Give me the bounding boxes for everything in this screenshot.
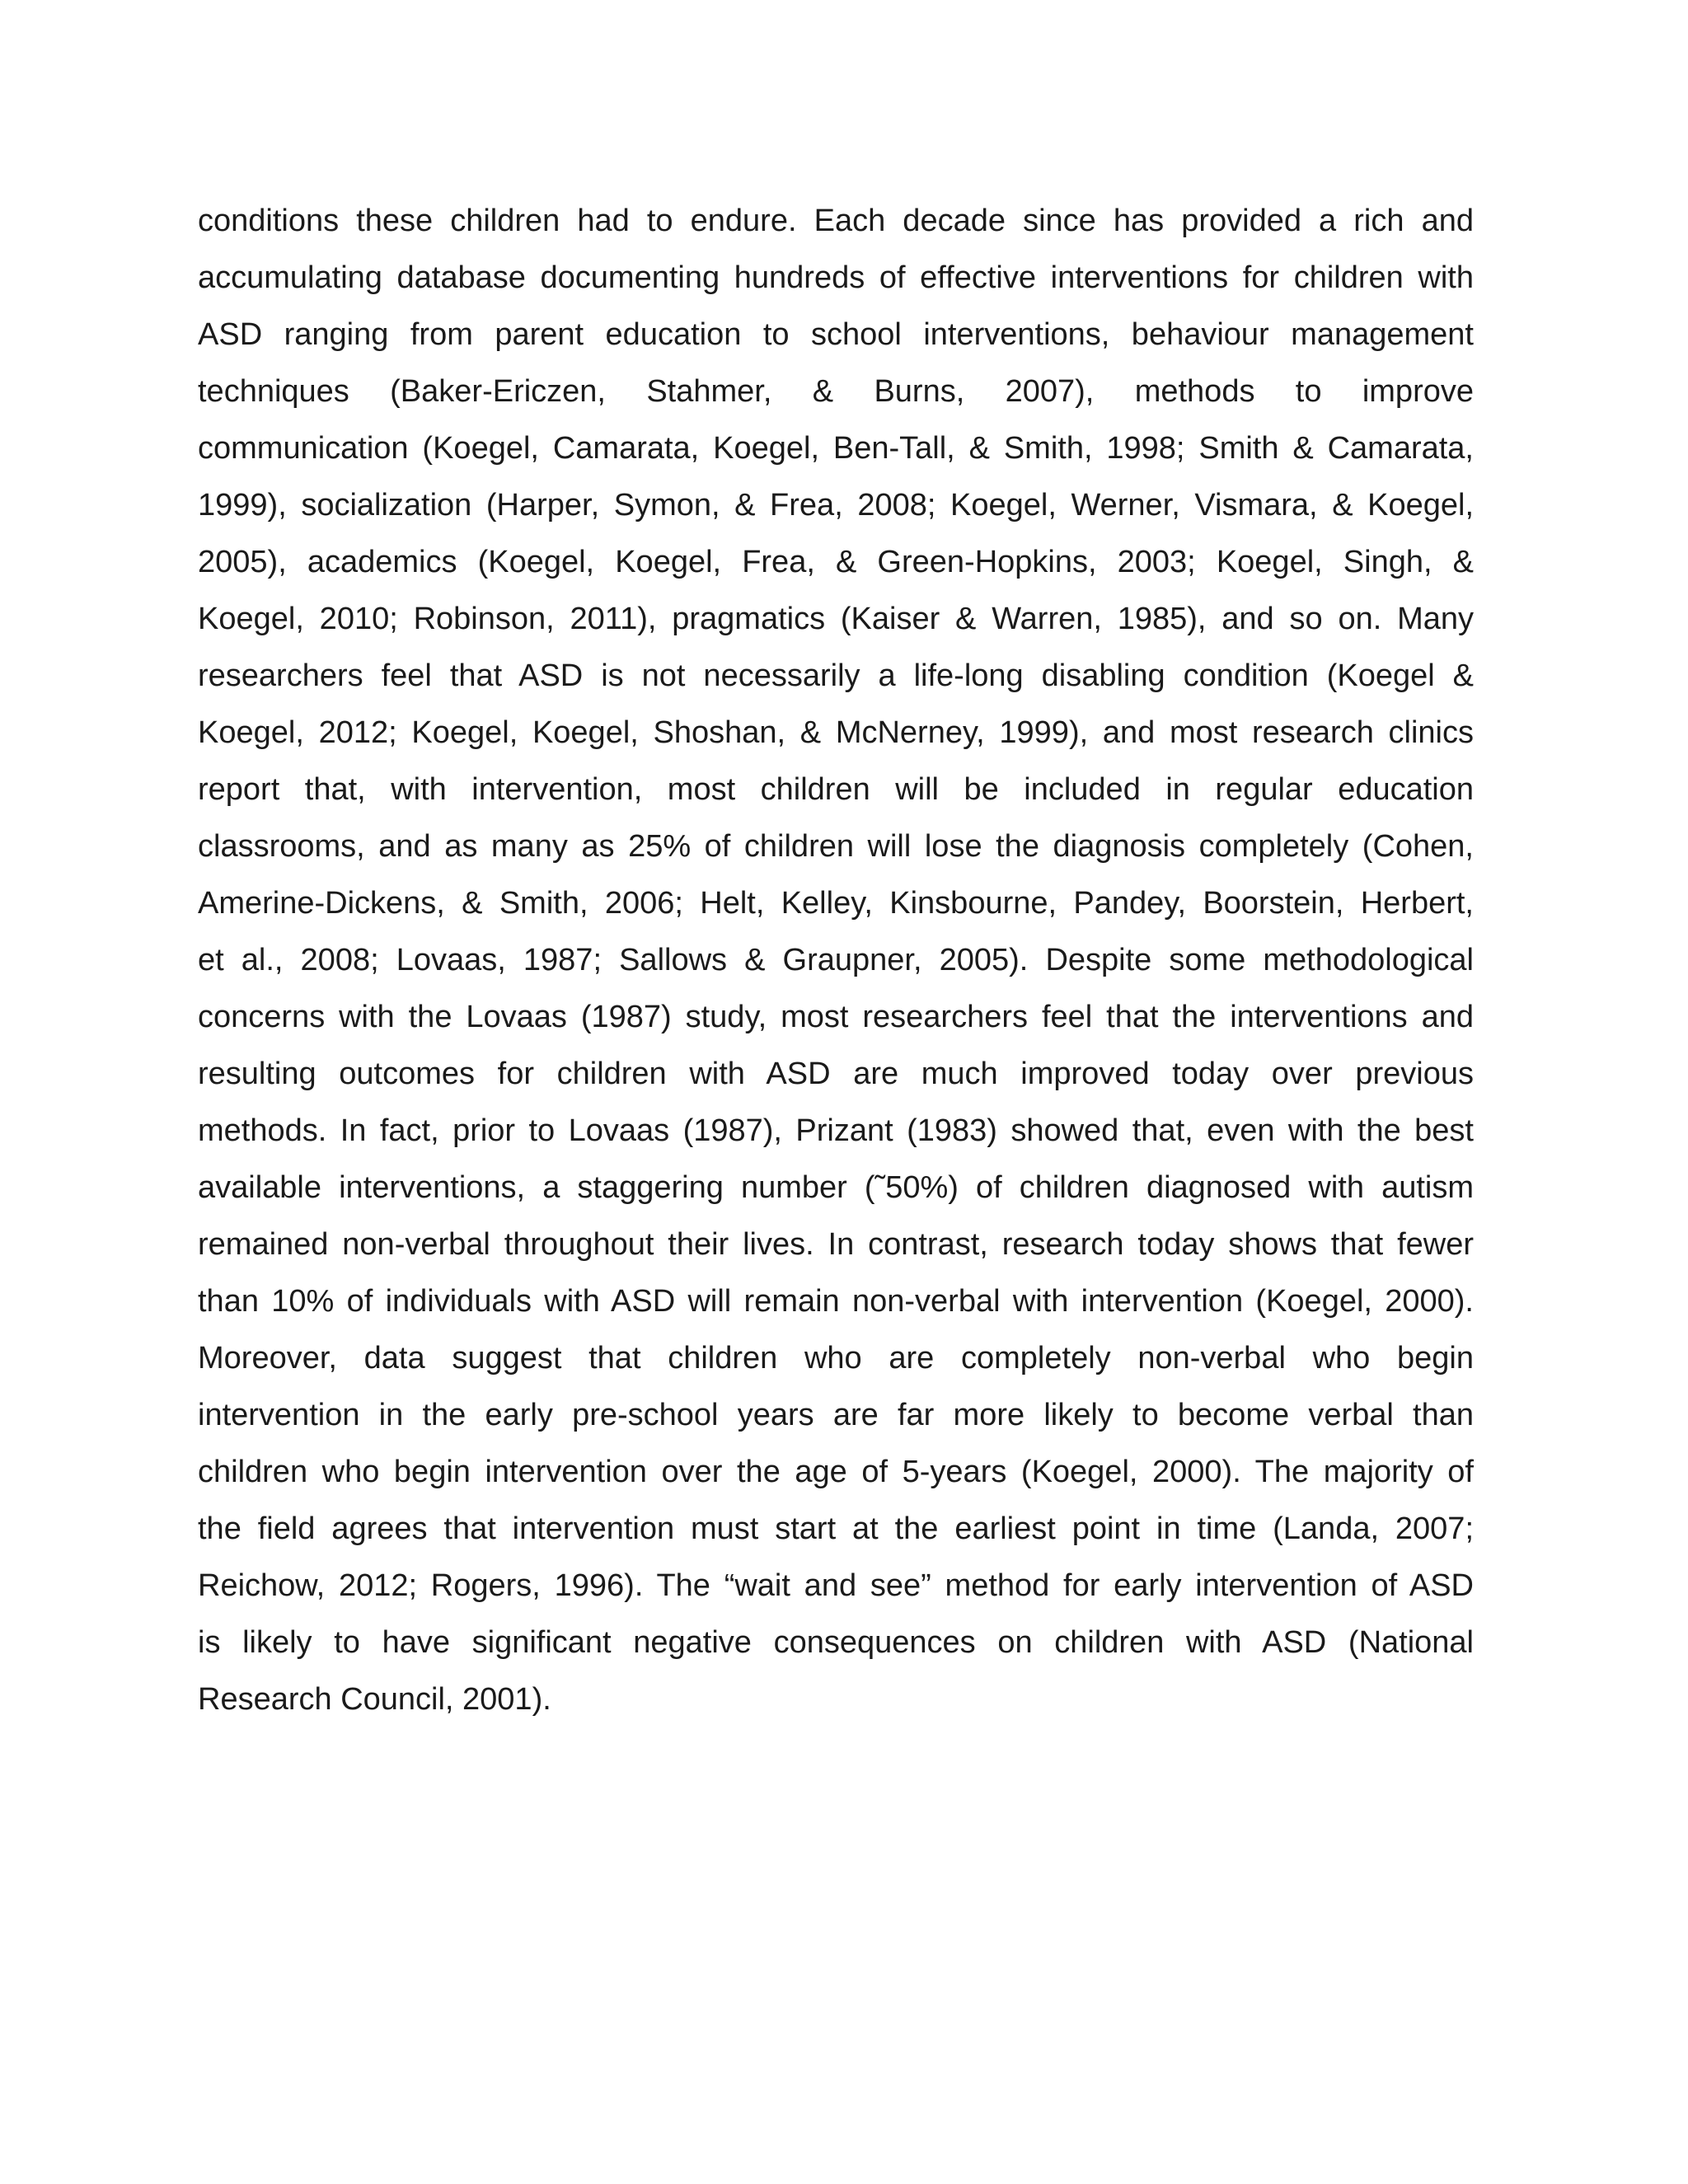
paragraph-line: 2005), academics (Koegel, Koegel, Frea, & Green-Hopkins, 2003; Koegel, Singh, & [198, 545, 1474, 579]
paragraph-line: conditions these children had to endure. Each decade since has provided a rich and [198, 204, 1474, 238]
paragraph-line: available interventions, a staggering number (˜50%) of children diagnosed with autism [198, 1170, 1474, 1205]
paragraph-line: Moreover, data suggest that children who are completely non-verbal who begin [198, 1341, 1474, 1376]
paragraph-line: classrooms, and as many as 25% of children will lose the diagnosis completely (Cohen, [198, 829, 1474, 864]
paragraph-line: et al., 2008; Lovaas, 1987; Sallows & Graupner, 2005). Despite some methodological [198, 943, 1474, 977]
paragraph-line: remained non-verbal throughout their lives. In contrast, research today shows that fewer [198, 1227, 1474, 1262]
paragraph-line: intervention in the early pre-school years are far more likely to become verbal than [198, 1398, 1474, 1432]
paragraph-line: ASD ranging from parent education to school interventions, behaviour management [198, 317, 1474, 352]
paragraph-line: accumulating database documenting hundreds of effective interventions for children with [198, 260, 1474, 295]
paragraph-line: Koegel, 2010; Robinson, 2011), pragmatics (Kaiser & Warren, 1985), and so on. Many [198, 602, 1474, 636]
paragraph-line: Amerine-Dickens, & Smith, 2006; Helt, Kelley, Kinsbourne, Pandey, Boorstein, Herbert, [198, 886, 1474, 921]
paragraph-line: Koegel, 2012; Koegel, Koegel, Shoshan, & McNerney, 1999), and most research clinics [198, 715, 1474, 750]
body-paragraph [198, 193, 1474, 1728]
paragraph-line: resulting outcomes for children with ASD are much improved today over previous [198, 1057, 1474, 1091]
paragraph-line: than 10% of individuals with ASD will remain non-verbal with intervention (Koegel, 2000). [198, 1284, 1474, 1319]
paragraph-line: Research Council, 2001). [198, 1682, 551, 1717]
paragraph-line: report that, with intervention, most children will be included in regular education [198, 772, 1474, 807]
paragraph-line: researchers feel that ASD is not necessarily a life-long disabling condition (Koegel & [198, 658, 1474, 693]
paragraph-line: the field agrees that intervention must start at the earliest point in time (Landa, 2007; [198, 1511, 1474, 1546]
paragraph-line: communication (Koegel, Camarata, Koegel, Ben-Tall, & Smith, 1998; Smith & Camarata, [198, 431, 1474, 466]
paragraph-line: children who begin intervention over the age of 5-years (Koegel, 2000). The majority of [198, 1455, 1474, 1489]
paragraph-line: techniques (Baker-Ericzen, Stahmer, & Burns, 2007), methods to improve [198, 374, 1474, 409]
paragraph-line: Reichow, 2012; Rogers, 1996). The “wait and see” method for early intervention of ASD [198, 1568, 1474, 1603]
paragraph-line: is likely to have significant negative consequences on children with ASD (National [198, 1625, 1474, 1660]
paragraph-line: methods. In fact, prior to Lovaas (1987), Prizant (1983) showed that, even with the best [198, 1113, 1474, 1148]
paragraph-line: concerns with the Lovaas (1987) study, most researchers feel that the interventions and [198, 1000, 1474, 1034]
paragraph-line: 1999), socialization (Harper, Symon, & Frea, 2008; Koegel, Werner, Vismara, & Koegel, [198, 488, 1474, 523]
